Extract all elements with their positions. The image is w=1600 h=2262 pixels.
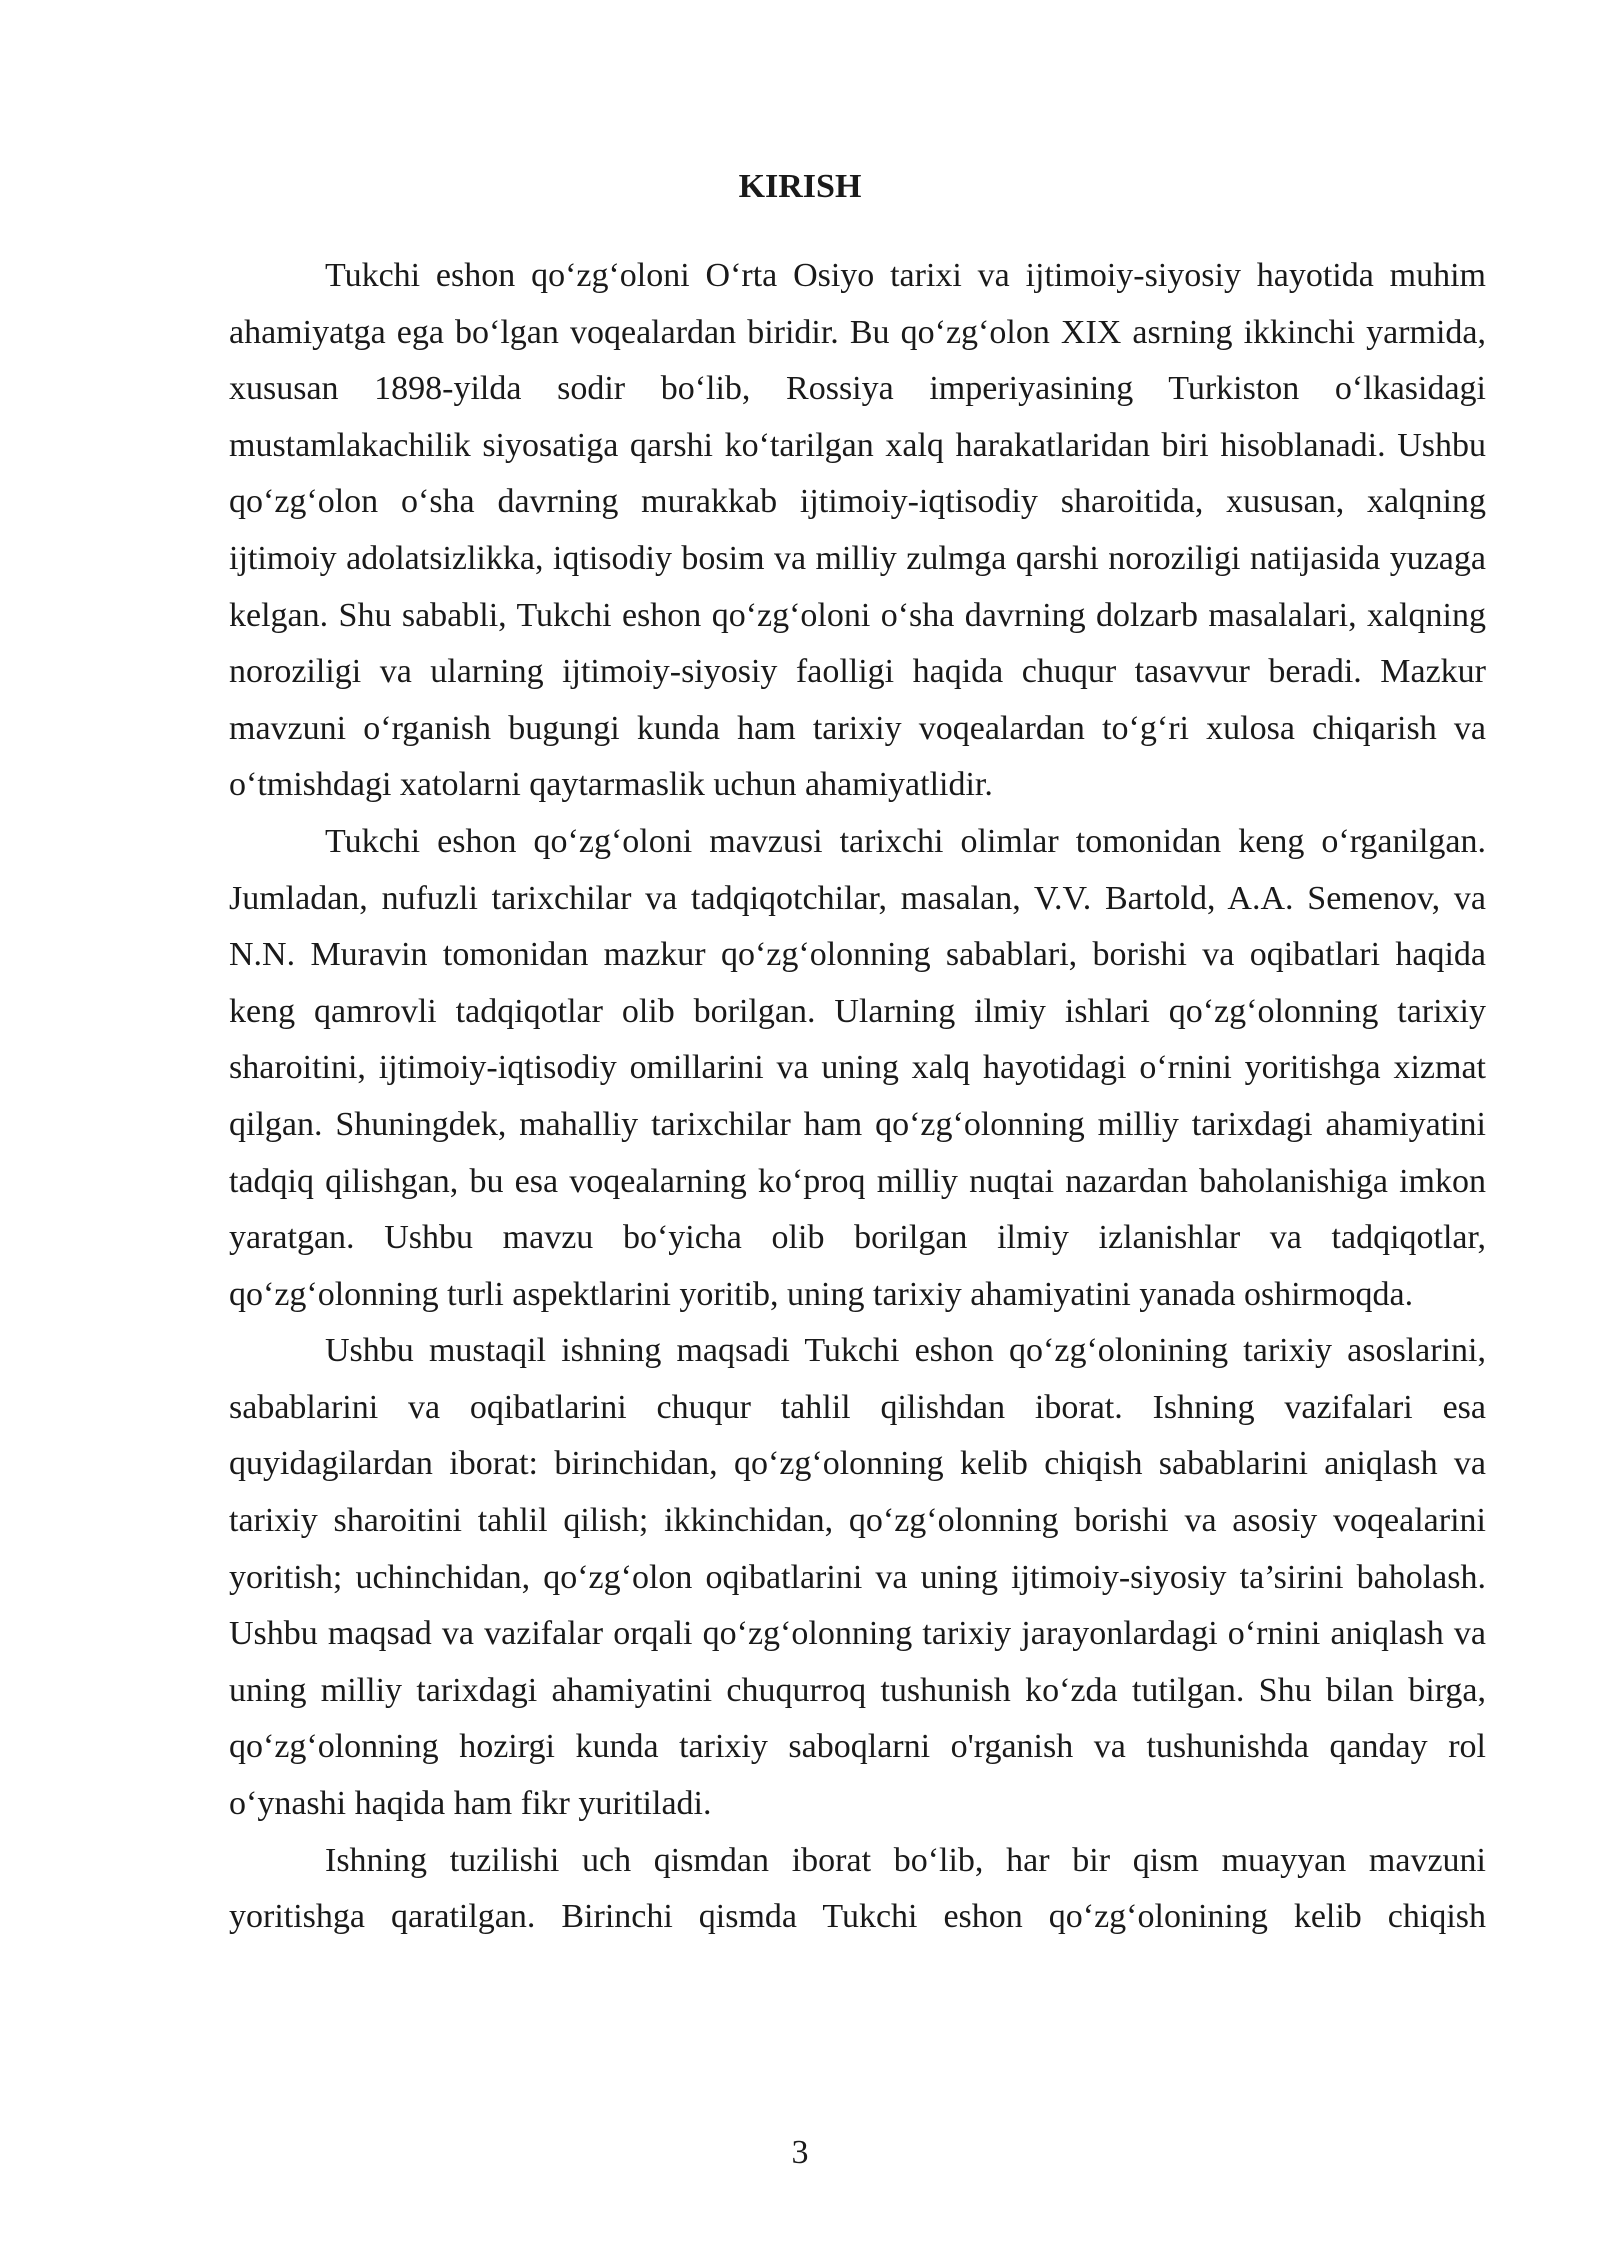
paragraph-structure: Ishning tuzilishi uch qismdan iborat bo‘lib, har bir qism muayyan mavzuni yoritishga qaratilgan. Birinchi qismda Tukchi eshon qo‘zg‘olonining kelib chiqish [229, 1841, 1486, 1936]
paragraph-goals: Ushbu mustaqil ishning maqsadi Tukchi eshon qo‘zg‘olonining tarixiy asoslarini, sabablarini va oqibatlarini chuqur tahlil qilishdan iborat. Ishning vazifalari esa quyidagilardan iborat: birinchidan, qo‘zg‘olonning kelib chiqish sabablarini aniqlash va tarixiy sharoitini tahlil qilish; ikkinchidan, qo‘zg‘olonning borishi va asosiy voqealarini yoritish; uchinchidan, qo‘zg‘olon oqibatlarini va uning ijtimoiy-siyosiy ta’sirini baholash. Ushbu maqsad va vazifalar orqali qo‘zg‘olonning tarixiy jarayonlardagi o‘rnini aniqlash va uning milliy tarixdagi ahamiyatini chuqurroq tushunish ko‘zda tutilgan. Shu bilan birga, qo‘zg‘olonning hozirgi kunda tarixiy saboqlarni o'rganish va tushunishda qanday rol o‘ynashi haqida ham fikr yuritiladi. [229, 1332, 1486, 1823]
paragraph-introduction: Tukchi eshon qo‘zg‘oloni O‘rta Osiyo tarixi va ijtimoiy-siyosiy hayotida muhim ahamiyatga ega bo‘lgan voqealardan biridir. Bu qo‘zg‘olon XIX asrning ikkinchi yarmida, xususan 1898-yilda sodir bo‘lib, Rossiya imperiyasining Turkiston o‘lkasidagi mustamlakachilik siyosatiga qarshi ko‘tarilgan xalq harakatlaridan biri hisoblanadi. Ushbu qo‘zg‘olon o‘sha davrning murakkab ijtimoiy-iqtisodiy sharoitida, xususan, xalqning ijtimoiy adolatsizlikka, iqtisodiy bosim va milliy zulmga qarshi noroziligi natijasida yuzaga kelgan. Shu sababli, Tukchi eshon qo‘zg‘oloni o‘sha davrning dolzarb masalalari, xalqning noroziligi va ularning ijtimoiy-siyosiy faolligi haqida chuqur tasavvur beradi. Mazkur mavzuni o‘rganish bugungi kunda ham tarixiy voqealardan to‘g‘ri xulosa chiqarish va o‘tmishdagi xatolarni qaytarmaslik uchun ahamiyatlidir. [229, 257, 1486, 804]
page-number: 3 [791, 2134, 809, 2171]
body-text [229, 248, 1486, 1946]
section-title: KIRISH [738, 168, 862, 205]
paragraph-historiography: Tukchi eshon qo‘zg‘oloni mavzusi tarixchi olimlar tomonidan keng o‘rganilgan. Jumladan, nufuzli tarixchilar va tadqiqotchilar, masalan, V.V. Bartold, A.A. Semenov, va N.N. Muravin tomonidan mazkur qo‘zg‘olonning sabablari, borishi va oqibatlari haqida keng qamrovli tadqiqotlar olib borilgan. Ularning ilmiy ishlari qo‘zg‘olonning tarixiy sharoitini, ijtimoiy-iqtisodiy omillarini va uning xalq hayotidagi o‘rnini yoritishga xizmat qilgan. Shuningdek, mahalliy tarixchilar ham qo‘zg‘olonning milliy tarixdagi ahamiyatini tadqiq qilishgan, bu esa voqealarning ko‘proq milliy nuqtai nazardan baholanishiga imkon yaratgan. Ushbu mavzu bo‘yicha olib borilgan ilmiy izlanishlar va tadqiqotlar, qo‘zg‘olonning turli aspektlarini yoritib, uning tarixiy ahamiyatini yanada oshirmoqda. [229, 822, 1486, 1313]
